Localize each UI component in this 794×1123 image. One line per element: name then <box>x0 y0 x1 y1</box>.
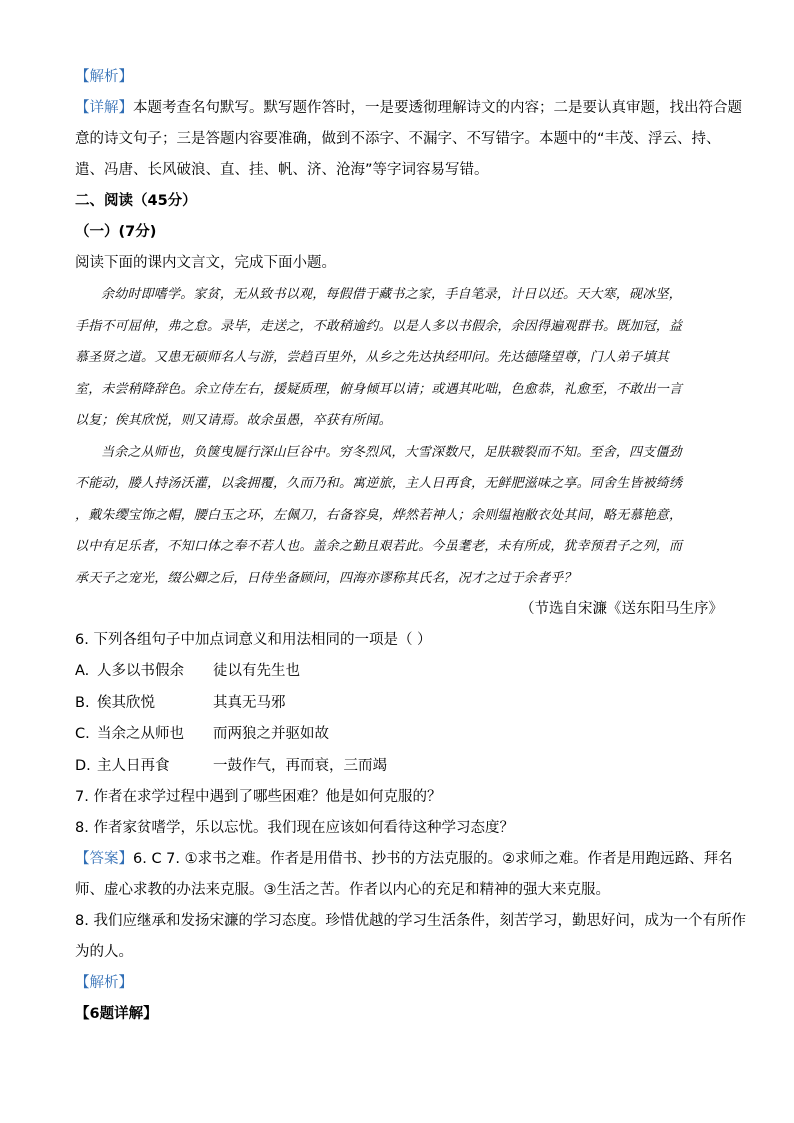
analysis-tag-2 <box>75 968 725 999</box>
passage-p2-line: 以中有足乐者，不知口体之奉不若人也。盖余之勤且艰若此。今虽耄老，未有所成，犹幸预君子之列，而 <box>75 539 683 554</box>
answer-line-3: 8. 我们应继承和发扬宋濂的学习态度。珍惜优越的学习生活条件，刻苦学习，勤思好问，成为一个有所作 <box>75 913 746 929</box>
option-a <box>75 656 725 688</box>
answer-tag: 【答案】 <box>75 851 133 867</box>
answer-text-1: 6. C 7. ①求书之难。作者是用借书、抄书的方法克服的。②求师之难。作者是用跑远路、拜名 <box>133 851 733 867</box>
option-b <box>75 688 725 720</box>
detail-line-1 <box>75 93 742 124</box>
document-page <box>75 62 746 1030</box>
option-label: A. <box>75 663 90 679</box>
passage-p1-line: 余幼时即嗜学。家贫，无从致书以观，每假借于藏书之家，手自笔录，计日以还。天大寒，砚冰坚， <box>101 287 682 302</box>
option-left: 主人日再食 <box>97 757 170 774</box>
analysis-tag-text: 【解析】 <box>75 69 133 85</box>
q6-detail-tag: 【6题详解】 <box>75 1006 158 1022</box>
option-left: 当余之从师也 <box>97 726 184 742</box>
option-right: 其真无马邪 <box>213 694 286 711</box>
option-label: B. <box>75 694 90 711</box>
option-right: 一鼓作气，再而衰，三而竭 <box>213 757 387 774</box>
question-8: 8. 作者家贫嗜学，乐以忘忧。我们现在应该如何看待这种学习态度？ <box>75 820 514 836</box>
classical-passage <box>75 279 725 625</box>
answer-line-2: 师、虚心求教的办法来克服。③生活之苦。作者以内心的充足和精神的强大来克服。 <box>75 882 610 898</box>
option-c <box>75 719 725 751</box>
detail-tag: 【详解】 <box>75 100 133 116</box>
option-left: 俟其欣悦 <box>97 694 155 711</box>
detail-line-2: 意的诗文句子；三是答题内容要准确，做到不添字、不漏字、不写错字。本题中的“丰茂、浮云、持、 <box>75 131 721 147</box>
instruction: 阅读下面的课内文言文，完成下面小题。 <box>75 255 336 271</box>
question-6: 6. 下列各组句子中加点词意义和用法相同的一项是（ ） <box>75 632 432 648</box>
passage-p2-line: ，戴朱缨宝饰之帽，腰白玉之环，左佩刀，右备容臭，烨然若神人；余则缊袍敝衣处其间，略无慕艳意， <box>75 507 683 523</box>
option-label: D. <box>75 757 91 774</box>
analysis-tag-2-text: 【解析】 <box>75 975 133 991</box>
detail-text-1: 本题考查名句默写。默写题作答时，一是要透彻理解诗文的内容；二是要认真审题，找出符合题 <box>133 100 742 116</box>
answer-line-1 <box>75 844 733 875</box>
passage-p1-line: 慕圣贤之道。又患无硕师名人与游，尝趋百里外，从乡之先达执经叩问。先达德隆望尊，门人弟子填其 <box>75 350 670 365</box>
passage-p1-line: 以复；俟其欣悦，则又请焉。故余虽愚，卒获有所闻。 <box>75 413 392 428</box>
passage-source: （节选自宋濂《送东阳马生序》 <box>520 601 723 617</box>
option-d <box>75 751 725 783</box>
detail-line-3: 遣、冯唐、长风破浪、直、挂、帆、济、沧海”等字词容易写错。 <box>75 162 489 178</box>
answer-line-4: 为的人。 <box>75 944 133 960</box>
analysis-tag <box>75 62 725 93</box>
section-heading: 二、阅读（45分） <box>75 193 197 209</box>
question-7: 7. 作者在求学过程中遇到了哪些困难？他是如何克服的？ <box>75 789 442 805</box>
passage-p2-line: 承天子之宠光，缀公卿之后，日侍坐备顾问，四海亦谬称其氏名，况才之过于余者乎？ <box>75 570 577 586</box>
option-right: 而两狼之并驱如故 <box>213 726 329 742</box>
passage-p2-line: 当余之从师也，负箧曳屣行深山巨谷中。穷冬烈风，大雪深数尺，足肤皲裂而不知。至舍，四支僵劲 <box>101 444 682 460</box>
option-right: 徒以有先生也 <box>213 663 300 679</box>
sub-heading: （一）(7分) <box>75 224 157 240</box>
passage-p1-line: 手指不可屈伸，弗之怠。录毕，走送之，不敢稍逾约。以是人多以书假余，余因得遍观群书。既加冠，益 <box>75 318 683 334</box>
passage-p2-line: 不能动，媵人持汤沃灌，以衾拥覆，久而乃和。寓逆旅，主人日再食，无鲜肥滋味之享。同舍生皆被绮绣 <box>75 476 683 491</box>
passage-p1-line: 室，未尝稍降辞色。余立侍左右，援疑质理，俯身倾耳以请；或遇其叱咄，色愈恭，礼愈至，不敢出一言 <box>75 381 683 397</box>
option-left: 人多以书假余 <box>97 663 184 679</box>
option-label: C. <box>75 726 90 742</box>
